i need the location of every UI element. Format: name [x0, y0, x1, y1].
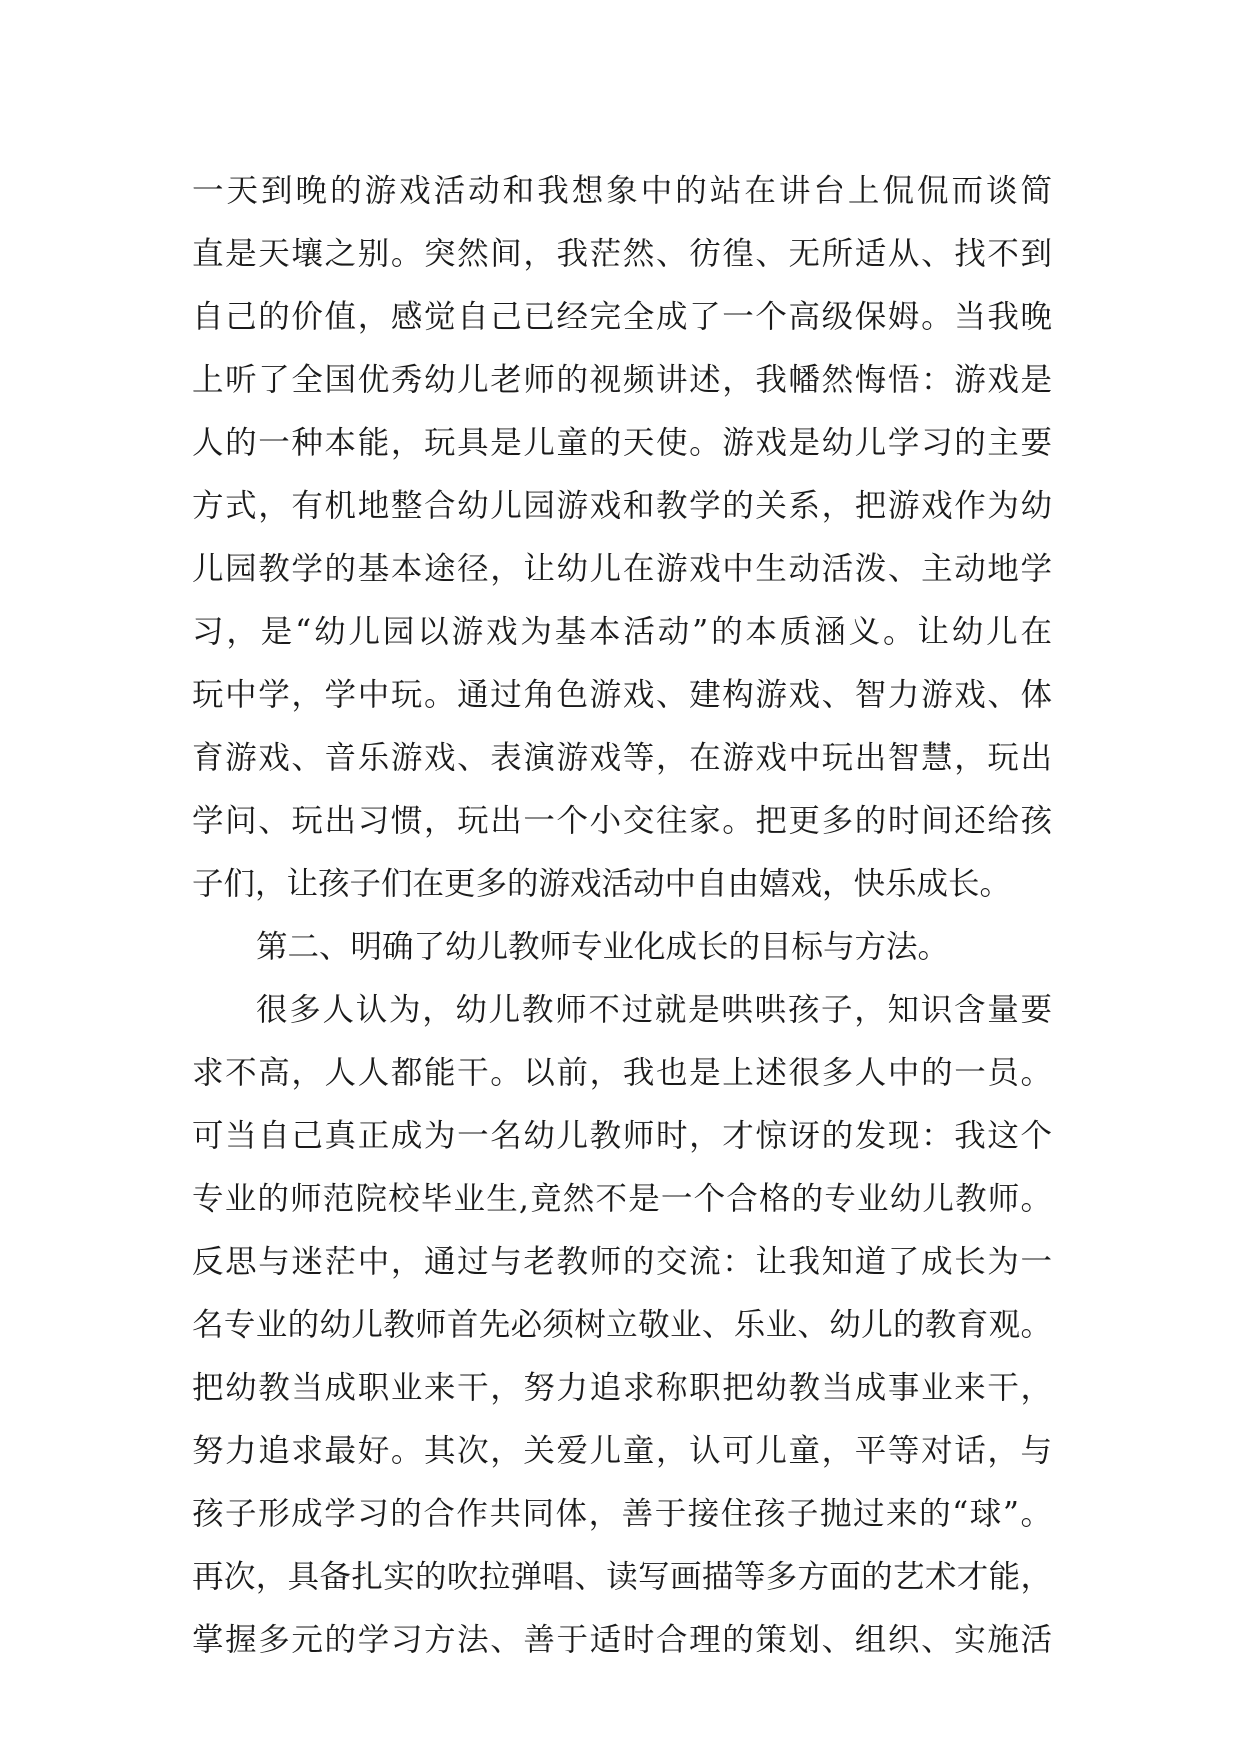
text-line: 上听了全国优秀幼儿老师的视频讲述，我幡然悔悟：游戏是: [192, 362, 1052, 398]
body-text: [192, 160, 1052, 1672]
section-heading: 第二、明确了幼儿教师专业化成长的目标与方法。: [256, 929, 950, 965]
text-line: 儿园教学的基本途径，让幼儿在游戏中生动活泼、主动地学: [192, 551, 1052, 587]
text-line: 名专业的幼儿教师首先必须树立敬业、乐业、幼儿的教育观。: [192, 1307, 1052, 1343]
text-line: 掌握多元的学习方法、善于适时合理的策划、组织、实施活: [192, 1622, 1052, 1658]
text-line: 求不高，人人都能干。以前，我也是上述很多人中的一员。: [192, 1055, 1052, 1091]
text-line: 人的一种本能，玩具是儿童的天使。游戏是幼儿学习的主要: [192, 425, 1052, 461]
text-line: 可当自己真正成为一名幼儿教师时，才惊讶的发现：我这个: [192, 1118, 1052, 1154]
text-line: 孩子形成学习的合作共同体，善于接住孩子抛过来的“球”。: [192, 1496, 1052, 1532]
text-line: 把幼教当成职业来干，努力追求称职把幼教当成事业来干，: [192, 1370, 1052, 1406]
text-line: 一天到晚的游戏活动和我想象中的站在讲台上侃侃而谈简: [192, 173, 1052, 209]
text-line: 反思与迷茫中，通过与老教师的交流：让我知道了成长为一: [192, 1244, 1052, 1280]
text-line: 努力追求最好。其次，关爱儿童，认可儿童，平等对话，与: [192, 1433, 1052, 1469]
text-line: 自己的价值，感觉自己已经完全成了一个高级保姆。当我晚: [192, 299, 1052, 335]
text-line: 玩中学，学中玩。通过角色游戏、建构游戏、智力游戏、体: [192, 677, 1052, 713]
text-line: 再次，具备扎实的吹拉弹唱、读写画描等多方面的艺术才能，: [192, 1559, 1052, 1595]
text-line: 专业的师范院校毕业生,竟然不是一个合格的专业幼儿教师。: [192, 1181, 1052, 1217]
text-line: 子们，让孩子们在更多的游戏活动中自由嬉戏，快乐成长。: [192, 866, 1012, 902]
text-line: 方式，有机地整合幼儿园游戏和教学的关系，把游戏作为幼: [192, 488, 1052, 524]
text-line: 直是天壤之别。突然间，我茫然、彷徨、无所适从、找不到: [192, 236, 1052, 272]
text-line: 习，是“幼儿园以游戏为基本活动”的本质涵义。让幼儿在: [192, 614, 1052, 650]
text-line: 学问、玩出习惯，玩出一个小交往家。把更多的时间还给孩: [192, 803, 1052, 839]
text-line: 很多人认为，幼儿教师不过就是哄哄孩子，知识含量要: [256, 992, 1052, 1028]
text-line: 育游戏、音乐游戏、表演游戏等，在游戏中玩出智慧，玩出: [192, 740, 1052, 776]
